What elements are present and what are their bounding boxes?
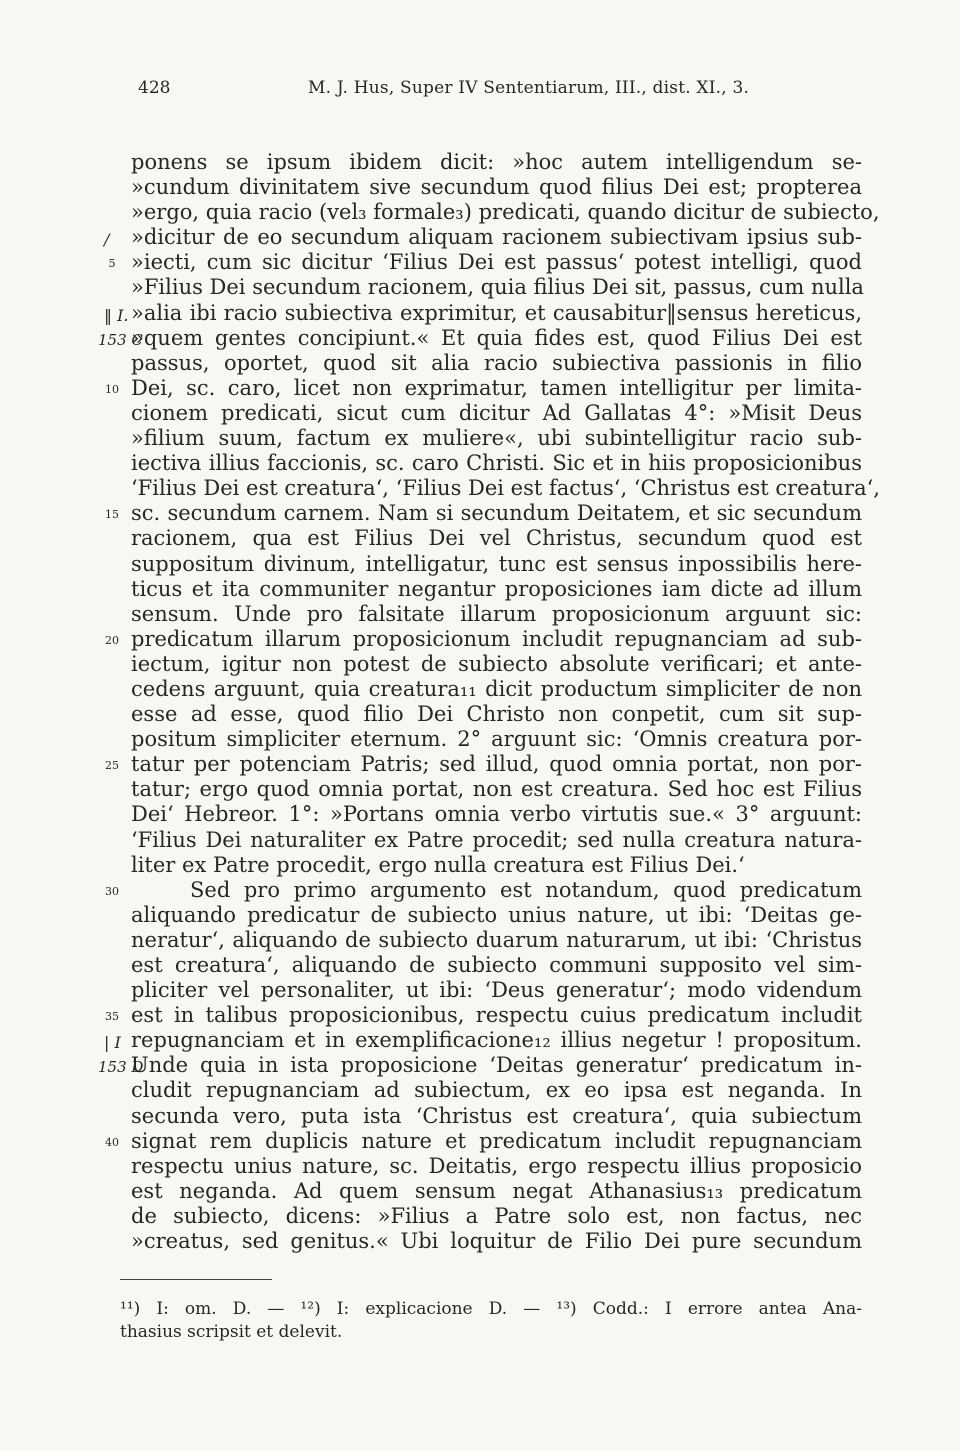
text-line <box>0 451 960 476</box>
text-line <box>0 677 960 702</box>
text-line <box>0 1204 960 1229</box>
line-number: 40 <box>105 1135 119 1149</box>
line-text: ponens se ipsum ibidem dicit: »hoc autem intelligendum se- <box>131 150 862 174</box>
line-text: »quem gentes concipiunt.« Et quia fides est, quod Filius Dei est <box>131 325 862 350</box>
text-line <box>0 777 960 802</box>
text-line <box>0 426 960 451</box>
text-line <box>0 1229 960 1254</box>
margin-note: 153 C <box>98 330 143 349</box>
line-text: pliciter vel personaliter, ut ibi: ‘Deus generatur‘; modo videndum <box>131 978 862 1003</box>
line-text: est in talibus proposicionibus, respectu cuius predicatum includit <box>131 1003 862 1028</box>
text-line <box>0 828 960 853</box>
margin-note: ‖ I. <box>104 305 129 325</box>
text-line <box>0 476 960 501</box>
text-line <box>0 326 960 351</box>
text-line <box>0 878 960 903</box>
footnote-line: thasius scripsit et delevit. <box>120 1322 343 1342</box>
running-title: M. J. Hus, Super IV Sententiarum, III., dist. XI., 3. <box>308 78 750 98</box>
line-text: tatur; ergo quod omnia portat, non est creatura. Sed hoc est Filius <box>131 777 862 802</box>
line-text: cionem predicati, sicut cum dicitur Ad Gallatas 4°: »Misit Deus <box>131 400 862 425</box>
text-line <box>0 802 960 827</box>
line-text: sensum. Unde pro falsitate illarum proposicionum arguunt sic: <box>131 601 862 626</box>
margin-note: 153 D <box>98 1058 144 1077</box>
line-number: 5 <box>108 257 116 271</box>
text-line <box>0 1053 960 1078</box>
text-line <box>0 1104 960 1129</box>
footnote-divider <box>120 1279 272 1280</box>
line-text: Sed pro primo argumento est notandum, quod predicatum <box>190 877 862 902</box>
line-text: cludit repugnanciam ad subiectum, ex eo ipsa est neganda. In <box>131 1078 862 1103</box>
line-text: esse ad esse, quod filio Dei Christo non conpetit, cum sit sup- <box>131 702 862 727</box>
line-text: positum simpliciter eternum. 2° arguunt sic: ‘Omnis creatura por- <box>131 727 862 752</box>
text-line <box>0 301 960 326</box>
line-text: »iecti, cum sic dicitur ‘Filius Dei est passus‘ potest intelligi, quod <box>131 250 862 275</box>
line-text: racionem, qua est Filius Dei vel Christus, secundum quod est <box>131 526 862 551</box>
footnotes <box>120 1298 862 1344</box>
text-line <box>0 552 960 577</box>
text-line <box>0 401 960 426</box>
text-line <box>0 1179 960 1204</box>
text-line <box>0 1129 960 1154</box>
line-number: 30 <box>105 884 119 898</box>
line-text: »ergo, quia racio (vel₃ formale₃) predicati, quando dicitur de subiecto, <box>131 200 880 225</box>
text-line <box>0 1154 960 1179</box>
line-text: repugnanciam et in exemplificacione₁₂ illius negetur ! propositum. <box>131 1028 862 1053</box>
line-text: sc. secundum carnem. Nam si secundum Deitatem, et sic secundum <box>131 501 862 526</box>
line-text: »Filius Dei secundum racionem, quia filius Dei sit, passus, cum nulla <box>131 275 864 300</box>
text-line <box>0 501 960 526</box>
text-line <box>0 928 960 953</box>
text-line <box>0 978 960 1003</box>
line-text: respectu unius nature, sc. Deitatis, ergo respectu illius proposicio <box>131 1153 862 1178</box>
text-line <box>0 702 960 727</box>
line-text: Dei, sc. caro, licet non exprimatur, tamen intelligitur per limita- <box>131 375 862 400</box>
line-number: 10 <box>105 382 119 396</box>
line-text: secunda vero, puta ista ‘Christus est creatura‘, quia subiectum <box>131 1103 862 1128</box>
page-number: 428 <box>138 78 171 98</box>
text-line <box>0 376 960 401</box>
line-text: cedens arguunt, quia creatura₁₁ dicit productum simpliciter de non <box>131 676 862 701</box>
line-text: liter ex Patre procedit, ergo nulla creatura est Filius Dei.‘ <box>131 852 745 877</box>
line-text: aliquando predicatur de subiecto unius nature, ut ibi: ‘Deitas ge- <box>131 902 862 927</box>
text-line <box>0 953 960 978</box>
line-text: »filium suum, factum ex muliere«, ubi subintelligitur racio sub- <box>131 426 862 451</box>
line-text: »dicitur de eo secundum aliquam racionem subiectivam ipsius sub- <box>131 225 862 250</box>
line-number: 35 <box>105 1010 119 1024</box>
line-text: suppositum divinum, intelligatur, tunc est sensus inpossibilis here- <box>131 551 862 576</box>
footnote-line: ¹¹) I: om. D. — ¹²) I: explicacione D. — ¹³) Codd.: I errore antea Ana- <box>120 1299 862 1319</box>
line-text: est neganda. Ad quem sensum negat Athanasius₁₃ predicatum <box>131 1178 862 1203</box>
text-line <box>0 627 960 652</box>
line-text: est creatura‘, aliquando de subiecto communi supposito vel sim- <box>131 953 862 977</box>
line-number: 25 <box>105 759 119 773</box>
margin-note: | I <box>104 1033 121 1053</box>
line-text: ‘Filius Dei naturaliter ex Patre procedit; sed nulla creatura natura- <box>131 827 862 852</box>
text-line <box>0 577 960 602</box>
text-line <box>0 1003 960 1028</box>
page-header <box>0 78 960 104</box>
line-text: »creatus, sed genitus.« Ubi loquitur de Filio Dei pure secundum <box>131 1229 862 1254</box>
text-line <box>0 225 960 250</box>
line-text: neratur‘, aliquando de subiecto duarum naturarum, ut ibi: ‘Christus <box>131 927 862 952</box>
text-line <box>0 250 960 275</box>
line-text: predicatum illarum proposicionum includit repugnanciam ad sub- <box>131 626 862 651</box>
line-text: Unde quia in ista proposicione ‘Deitas generatur‘ predicatum in- <box>131 1053 862 1078</box>
text-line <box>0 351 960 376</box>
line-text: iectiva illius faccionis, sc. caro Christi. Sic et in hiis proposicionibus <box>131 451 862 476</box>
line-text: de subiecto, dicens: »Filius a Patre solo est, non factus, nec <box>131 1203 862 1228</box>
text-line <box>0 652 960 677</box>
line-text: »alia ibi racio subiectiva exprimitur, et causabitur‖sensus hereticus, <box>131 300 862 325</box>
text-line <box>0 752 960 777</box>
margin-note: / <box>104 230 110 250</box>
text-line <box>0 1078 960 1103</box>
text-line <box>0 903 960 928</box>
text-line <box>0 526 960 551</box>
text-line <box>0 853 960 878</box>
line-text: iectum, igitur non potest de subiecto absolute verificari; et ante- <box>131 651 862 676</box>
text-line <box>0 727 960 752</box>
line-number: 20 <box>105 633 119 647</box>
text-line <box>0 200 960 225</box>
text-line <box>0 602 960 627</box>
text-line <box>0 275 960 300</box>
text-line <box>0 150 960 175</box>
line-text: tatur per potenciam Patris; sed illud, quod omnia portat, non por- <box>131 752 862 777</box>
line-number: 15 <box>105 508 119 522</box>
line-text: »cundum divinitatem sive secundum quod filius Dei est; propterea <box>131 175 862 200</box>
main-text <box>0 150 960 1254</box>
line-text: ‘Filius Dei est creatura‘, ‘Filius Dei est factus‘, ‘Christus est creatura‘, <box>131 476 880 501</box>
line-text: ticus et ita communiter negantur proposiciones iam dicte ad illum <box>131 576 862 601</box>
line-text: Dei‘ Hebreor. 1°: »Portans omnia verbo virtutis sue.« 3° arguunt: <box>131 802 862 827</box>
line-text: signat rem duplicis nature et predicatum includit repugnanciam <box>131 1128 862 1153</box>
text-line <box>0 1028 960 1053</box>
text-line <box>0 175 960 200</box>
line-text: passus, oportet, quod sit alia racio subiectiva passionis in filio <box>131 350 862 375</box>
